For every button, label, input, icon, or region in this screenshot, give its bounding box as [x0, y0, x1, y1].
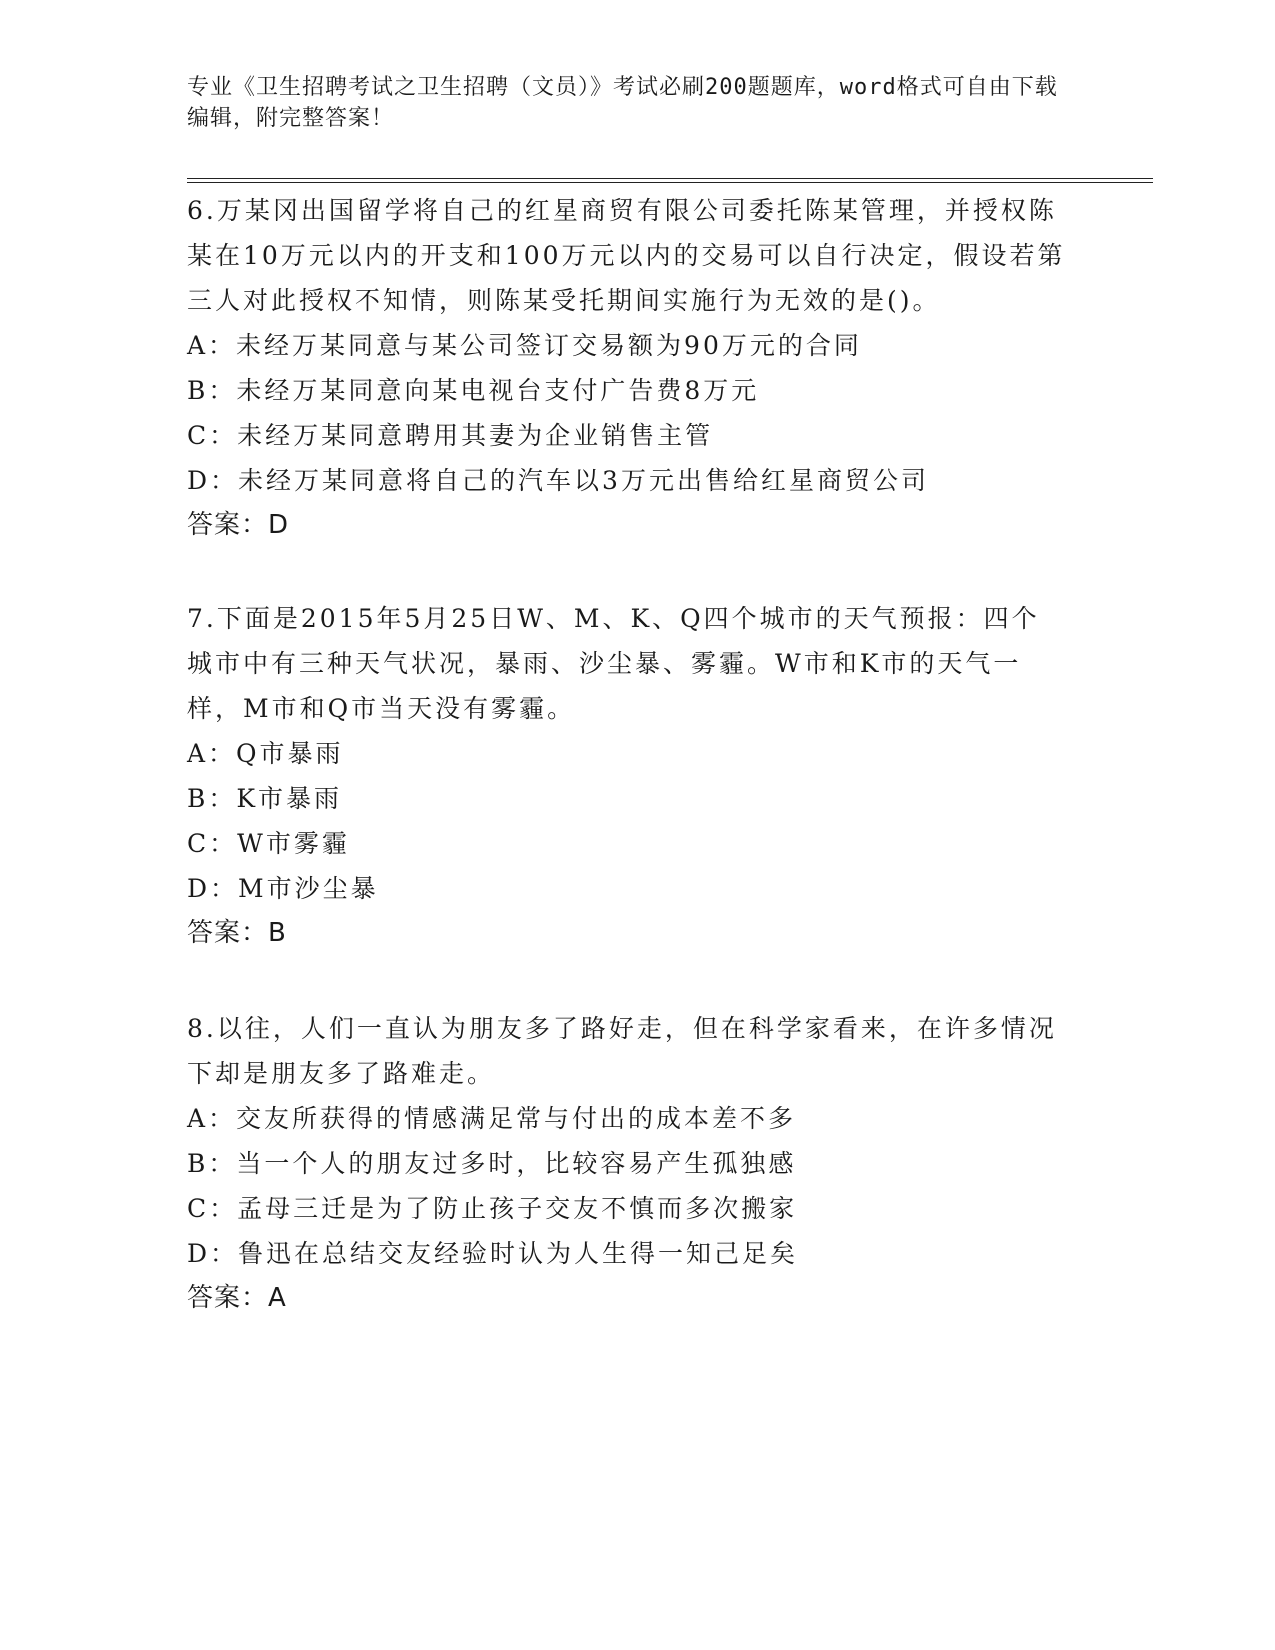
option-d: D：M市沙尘暴 — [187, 874, 379, 903]
option-c: C：未经万某同意聘用其妻为企业销售主管 — [187, 421, 714, 450]
option-c: C：孟母三迁是为了防止孩子交友不慎而多次搬家 — [187, 1194, 798, 1223]
option-b: B：K市暴雨 — [187, 784, 343, 813]
header-divider-top — [187, 178, 1153, 179]
document-header: 专业《卫生招聘考试之卫生招聘（文员）》考试必刷200题题库，word格式可自由下载编辑，附完整答案！ — [187, 75, 1058, 131]
option-b: B：未经万某同意向某电视台支付广告费8万元 — [187, 376, 760, 405]
question-6 — [187, 188, 1067, 548]
option-a: A：交友所获得的情感满足常与付出的成本差不多 — [187, 1104, 797, 1133]
option-c: C：W市雾霾 — [187, 829, 350, 858]
option-b: B：当一个人的朋友过多时，比较容易产生孤独感 — [187, 1149, 797, 1178]
question-stem: 8.以往，人们一直认为朋友多了路好走，但在科学家看来，在许多情况下却是朋友多了路难走。 — [187, 1014, 1057, 1088]
answer: 答案：B — [187, 918, 287, 948]
answer: 答案：D — [187, 510, 290, 540]
question-stem: 6.万某冈出国留学将自己的红星商贸有限公司委托陈某管理，并授权陈某在10万元以内的开支和100万元以内的交易可以自行决定，假设若第三人对此授权不知情，则陈某受托期间实施行为无效的是()。 — [187, 196, 1066, 315]
question-stem: 7.下面是2015年5月25日W、M、K、Q四个城市的天气预报：四个城市中有三种天气状况，暴雨、沙尘暴、雾霾。W市和K市的天气一样，M市和Q市当天没有雾霾。 — [187, 604, 1040, 723]
header-divider-bottom — [187, 182, 1153, 183]
answer: 答案：A — [187, 1283, 287, 1313]
option-d: D：鲁迅在总结交友经验时认为人生得一知己足矣 — [187, 1239, 799, 1268]
option-a: A：未经万某同意与某公司签订交易额为90万元的合同 — [187, 331, 862, 360]
question-7 — [187, 596, 1067, 956]
question-8 — [187, 1006, 1067, 1321]
option-d: D：未经万某同意将自己的汽车以3万元出售给红星商贸公司 — [187, 466, 929, 495]
option-a: A：Q市暴雨 — [187, 739, 344, 768]
